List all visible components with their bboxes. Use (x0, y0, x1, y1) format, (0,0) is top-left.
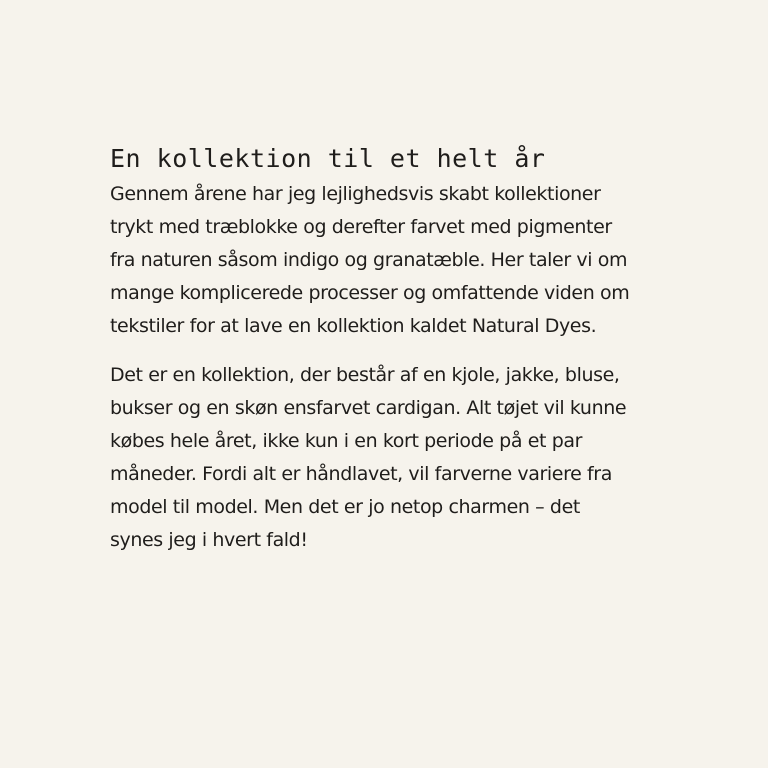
paragraph-line: bukser og en skøn ensfarvet cardigan. Alt tøjet vil kunne (110, 397, 627, 419)
text-block (110, 142, 670, 557)
paragraph-line: model til model. Men det er jo netop charmen – det (110, 496, 580, 518)
paragraph-line: synes jeg i hvert fald! (110, 529, 308, 551)
paragraph-line: fra naturen såsom indigo og granatæble. Her taler vi om (110, 249, 628, 271)
paragraph-line: mange komplicerede processer og omfattende viden om (110, 282, 630, 304)
paragraph-collection (110, 359, 670, 557)
paragraph-line: trykt med træblokke og derefter farvet med pigmenter (110, 216, 612, 238)
paragraph-line: Det er en kollektion, der består af en kjole, jakke, bluse, (110, 364, 620, 386)
page-title: En kollektion til et helt år (110, 144, 546, 173)
paragraph-line: måneder. Fordi alt er håndlavet, vil farverne variere fra (110, 463, 612, 485)
paragraph-line: tekstiler for at lave en kollektion kaldet Natural Dyes. (110, 315, 597, 337)
paragraph-intro (110, 178, 670, 343)
paragraph-line: købes hele året, ikke kun i en kort periode på et par (110, 430, 583, 452)
paragraph-line: Gennem årene har jeg lejlighedsvis skabt kollektioner (110, 183, 601, 205)
